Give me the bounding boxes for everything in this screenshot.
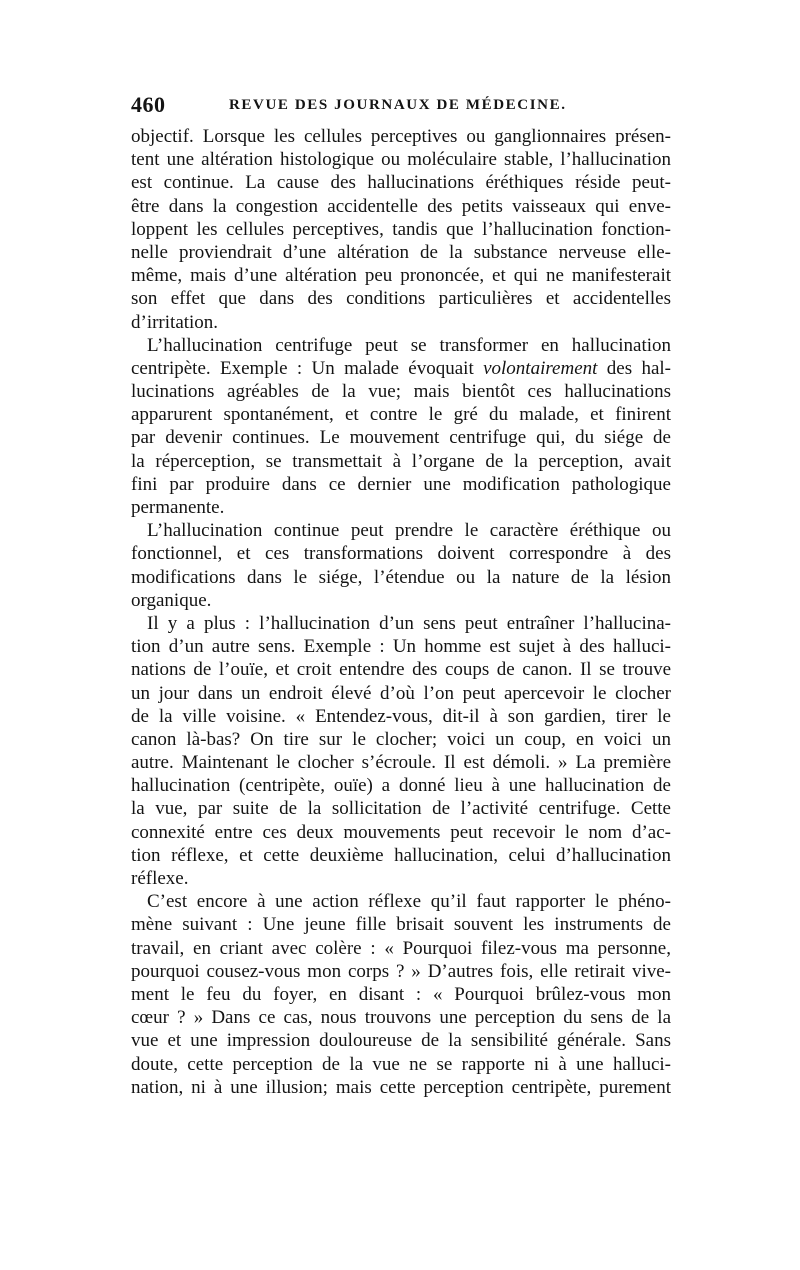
text-line: travail, en criant avec colère : « Pourquoi filez-vous ma personne,	[131, 937, 671, 959]
text-line: autre. Maintenant le clocher s’écroule. Il est démoli. » La première	[131, 752, 671, 774]
text-line: doute, cette perception de la vue ne se rapporte ni à une halluci-	[131, 1053, 671, 1075]
text-line: fonctionnel, et ces transformations doivent correspondre à des	[131, 543, 671, 565]
text-line: apparurent spontanément, et contre le gré du malade, et finirent	[131, 404, 671, 426]
text-line: cœur ? » Dans ce cas, nous trouvons une perception du sens de la	[131, 1007, 671, 1029]
paragraph-first-line: C’est encore à une action réflexe qu’il faut rapporter le phéno-	[147, 891, 671, 913]
text-line: nelle proviendrait d’une altération de la substance nerveuse elle-	[131, 241, 671, 263]
body-text	[131, 125, 671, 1099]
page-header	[131, 92, 671, 122]
text-line: permanente.	[131, 497, 225, 518]
text-line: nations de l’ouïe, et croit entendre des coups de canon. Il se trouve	[131, 659, 671, 681]
text-line: modifications dans le siége, l’étendue ou la nature de la lésion	[131, 566, 671, 588]
page-number: 460	[131, 92, 166, 117]
text-line: même, mais d’une altération peu prononcée, et qui ne manifesterait	[131, 265, 671, 287]
text-line: par devenir continues. Le mouvement centrifuge qui, du siége de	[131, 427, 671, 449]
paragraph-first-line: L’hallucination centrifuge peut se transformer en hallucination	[147, 334, 671, 356]
text-line: de la ville voisine. « Entendez-vous, dit-il à son gardien, tirer le	[131, 705, 671, 727]
text-line: nation, ni à une illusion; mais cette perception centripète, purement	[131, 1076, 671, 1098]
text-line: tion réflexe, et cette deuxième hallucination, celui d’hallucination	[131, 844, 671, 866]
text-line: son effet que dans des conditions particulières et accidentelles	[131, 288, 671, 310]
text-line: objectif. Lorsque les cellules perceptives ou ganglionnaires présen-	[131, 126, 671, 147]
running-head: REVUE DES JOURNAUX DE MÉDECINE.	[229, 97, 567, 113]
text-line: d’irritation.	[131, 311, 219, 333]
text-line: la vue, par suite de la sollicitation de l’activité centrifuge. Cette	[131, 798, 671, 820]
text-line: est continue. La cause des hallucinations éréthiques réside peut-	[131, 172, 671, 194]
text-line: mène suivant : Une jeune fille brisait souvent les instruments de	[131, 914, 671, 936]
italic-word: volontairement	[483, 357, 598, 379]
text-line: organique.	[131, 589, 212, 611]
text-line: connexité entre ces deux mouvements peut recevoir le nom d’ac-	[131, 821, 671, 843]
paragraph-first-line: L’hallucination continue peut prendre le caractère éréthique ou	[147, 520, 671, 542]
text-line: fini par produire dans ce dernier une modification pathologique	[131, 473, 671, 495]
text-segment: centripète. Exemple : Un malade évoquait	[131, 357, 474, 379]
text-segment: des hal-	[606, 357, 672, 379]
text-line: hallucination (centripète, ouïe) a donné lieu à une hallucination de	[131, 775, 671, 797]
text-line: pourquoi cousez-vous mon corps ? » D’autres fois, elle retirait vive-	[131, 960, 671, 982]
text-line	[131, 357, 671, 380]
text-line: ment le feu du foyer, en disant : « Pourquoi brûlez-vous mon	[131, 983, 671, 1005]
paragraph-first-line: Il y a plus : l’hallucination d’un sens peut entraîner l’hallucina-	[147, 612, 671, 634]
text-line: vue et une impression douloureuse de la sensibilité générale. Sans	[131, 1030, 671, 1052]
text-line: tent une altération histologique ou moléculaire stable, l’hallucination	[131, 149, 671, 171]
text-line: tion d’un autre sens. Exemple : Un homme est sujet à des halluci-	[131, 636, 671, 658]
text-line: lucinations agréables de la vue; mais bientôt ces hallucinations	[131, 381, 671, 403]
text-line: un jour dans un endroit élevé d’où l’on peut apercevoir le clocher	[131, 682, 671, 704]
text-line: être dans la congestion accidentelle des petits vaisseaux qui enve-	[131, 195, 671, 217]
text-line: canon là-bas? On tire sur le clocher; voici un coup, en voici un	[131, 728, 671, 750]
text-line: réflexe.	[131, 868, 189, 889]
text-line: loppent les cellules perceptives, tandis que l’hallucination fonction-	[131, 218, 671, 240]
text-line: la réperception, se transmettait à l’organe de la perception, avait	[131, 450, 671, 472]
